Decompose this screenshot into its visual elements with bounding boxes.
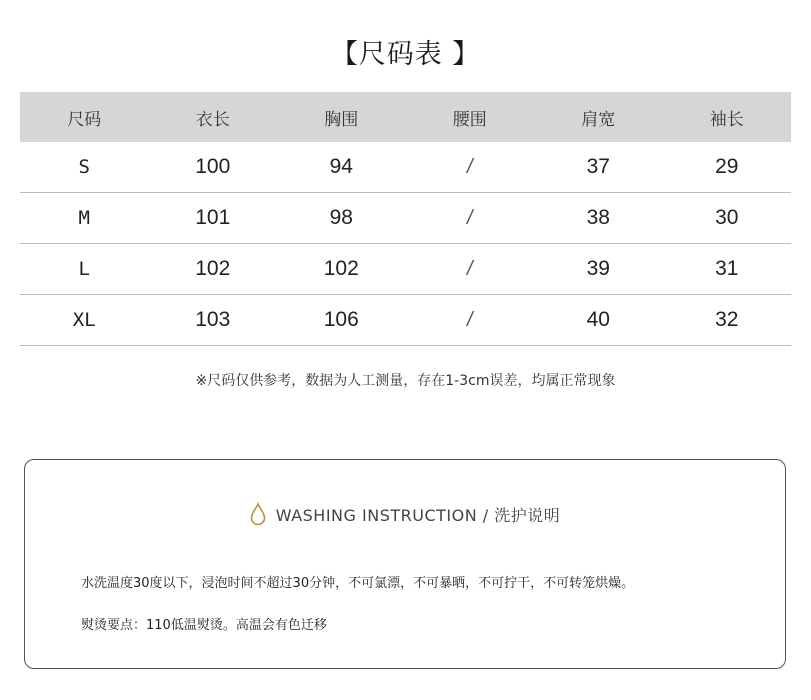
- table-cell: /: [406, 193, 535, 244]
- table-cell: 32: [663, 295, 792, 346]
- table-cell: 40: [534, 295, 663, 346]
- table-cell: 94: [277, 142, 406, 193]
- table-cell: L: [20, 244, 149, 295]
- table-header-row: [20, 92, 791, 142]
- washing-text-line: 水洗温度30度以下，浸泡时间不超过30分钟，不可氯漂，不可暴晒，不可拧干，不可转笼烘燥。: [81, 576, 635, 591]
- table-cell: 103: [149, 295, 278, 346]
- page-title: 【尺码表 】: [330, 39, 481, 70]
- table-cell: M: [20, 193, 149, 244]
- table-cell: 38: [534, 193, 663, 244]
- table-cell: 100: [149, 142, 278, 193]
- table-cell: 31: [663, 244, 792, 295]
- size-table: [20, 92, 791, 346]
- table-row: [20, 244, 791, 295]
- table-cell: XL: [20, 295, 149, 346]
- table-cell: 102: [149, 244, 278, 295]
- table-cell: 29: [663, 142, 792, 193]
- table-cell: 39: [534, 244, 663, 295]
- measurement-note: ※尺码仅供参考，数据为人工测量，存在1-3cm误差，均属正常现象: [195, 373, 616, 389]
- table-cell: 98: [277, 193, 406, 244]
- table-cell: 30: [663, 193, 792, 244]
- water-drop-icon: [250, 502, 266, 526]
- header-sleeve: 袖长: [663, 92, 792, 142]
- header-chest: 胸围: [277, 92, 406, 142]
- header-size: 尺码: [20, 92, 149, 142]
- ironing-text-line: 熨烫要点：110低温熨烫。高温会有色迁移: [81, 618, 327, 633]
- table-cell: /: [406, 295, 535, 346]
- table-row: [20, 142, 791, 193]
- table-row: [20, 193, 791, 244]
- table-cell: S: [20, 142, 149, 193]
- header-waist: 腰围: [406, 92, 535, 142]
- table-row: [20, 295, 791, 346]
- header-shoulder: 肩宽: [534, 92, 663, 142]
- washing-header: [25, 502, 785, 526]
- table-cell: 37: [534, 142, 663, 193]
- table-cell: /: [406, 142, 535, 193]
- washing-heading: WASHING INSTRUCTION / 洗护说明: [275, 505, 561, 525]
- table-cell: /: [406, 244, 535, 295]
- table-cell: 102: [277, 244, 406, 295]
- washing-instruction-box: [24, 459, 786, 669]
- header-length: 衣长: [149, 92, 278, 142]
- table-cell: 106: [277, 295, 406, 346]
- table-cell: 101: [149, 193, 278, 244]
